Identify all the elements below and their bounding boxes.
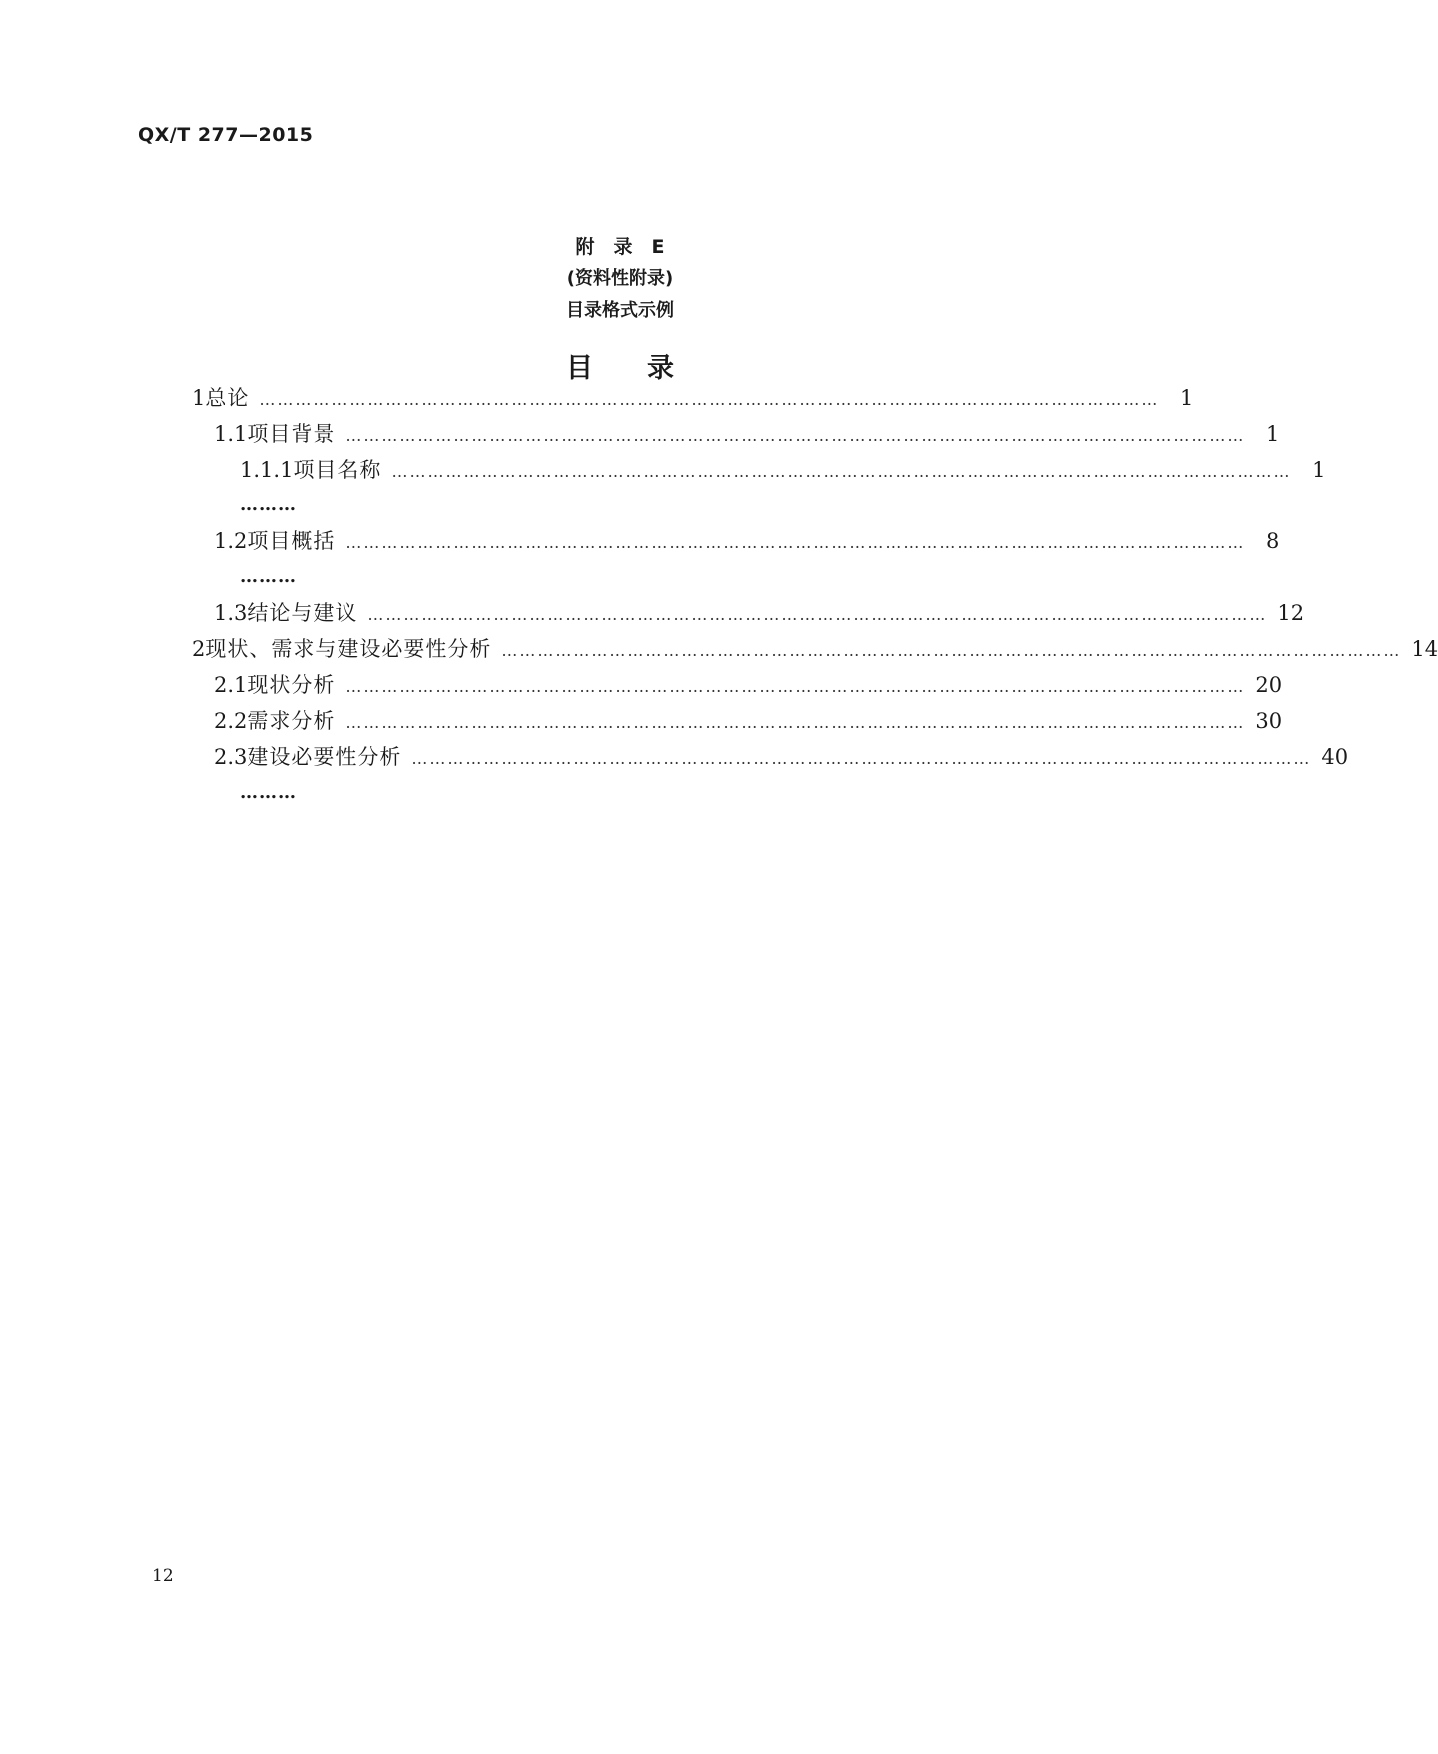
toc-entry-page: 1 (1312, 458, 1326, 482)
toc-heading-left: 目 (566, 353, 593, 384)
toc-entry[interactable] (214, 743, 1349, 773)
toc-entry-title: 项目背景 (247, 422, 336, 446)
toc-entry-number: 1.3 (214, 601, 248, 625)
toc-leader: …………………………………………………………………………………………………………………………………… (367, 605, 1268, 624)
toc-entry-title: 结论与建议 (247, 601, 358, 625)
appendix-label: 附 录 E (575, 236, 665, 258)
toc-leader: …………………………………………………………………………………………………………………………………… (345, 426, 1246, 445)
toc-leader: …………………………………………………………………………………………………………………………………… (501, 641, 1402, 660)
toc-entry-title: 现状、需求与建设必要性分析 (205, 637, 492, 661)
toc-entry-number: 2 (192, 637, 206, 661)
toc-entry[interactable] (214, 671, 1283, 701)
toc-entry-page: 8 (1266, 529, 1280, 553)
toc-leader: …………………………………………………………………………………………………………………………………… (259, 390, 1160, 409)
page-number: 12 (152, 1566, 174, 1586)
toc-entry-page: 1 (1180, 386, 1194, 410)
toc-entry[interactable] (214, 707, 1283, 737)
toc-entry[interactable] (214, 527, 1280, 557)
toc-entry-title: 总论 (205, 386, 250, 410)
toc-entry[interactable] (192, 384, 1194, 414)
toc-leader: …………………………………………………………………………………………………………………………………… (345, 713, 1246, 732)
toc-entry-number: 2.1 (214, 673, 248, 697)
toc-ellipsis: ……… (240, 494, 297, 515)
toc-entry[interactable] (214, 599, 1305, 629)
toc-entry-page: 30 (1255, 709, 1283, 733)
toc-heading (0, 346, 1240, 385)
toc-leader: …………………………………………………………………………………………………………………………………… (345, 533, 1246, 552)
toc-leader: …………………………………………………………………………………………………………………………………… (345, 677, 1246, 696)
toc-entry-number: 2.2 (214, 709, 248, 733)
toc-entry-page: 14 (1411, 637, 1438, 661)
toc-entry-page: 1 (1266, 422, 1280, 446)
toc-entry[interactable] (240, 456, 1326, 486)
toc-entry[interactable] (214, 420, 1280, 450)
toc-entry-title: 建设必要性分析 (247, 745, 402, 769)
appendix-title: 目录格式示例 (566, 300, 674, 321)
toc-entry-number: 1.1.1 (240, 458, 294, 482)
standard-code: QX/T 277—2015 (138, 124, 314, 146)
toc-ellipsis: ……… (240, 566, 297, 587)
toc-entry-page: 40 (1321, 745, 1349, 769)
toc-entry-number: 1.1 (214, 422, 248, 446)
toc-leader: …………………………………………………………………………………………………………………………………… (411, 749, 1312, 768)
toc-entry-title: 需求分析 (247, 709, 336, 733)
toc-entry-title: 项目概括 (247, 529, 336, 553)
toc-entry-title: 项目名称 (293, 458, 382, 482)
appendix-type: (资料性附录) (566, 268, 674, 289)
toc-ellipsis: ……… (240, 782, 297, 803)
toc-entry-number: 1 (192, 386, 206, 410)
toc-entry[interactable] (192, 635, 1438, 665)
toc-entry-page: 12 (1277, 601, 1305, 625)
toc-entry-page: 20 (1255, 673, 1283, 697)
toc-entry-number: 1.2 (214, 529, 248, 553)
toc-leader: …………………………………………………………………………………………………………………………………… (391, 462, 1292, 481)
toc-entry-number: 2.3 (214, 745, 248, 769)
toc-heading-right: 录 (647, 353, 674, 384)
toc-entry-title: 现状分析 (247, 673, 336, 697)
